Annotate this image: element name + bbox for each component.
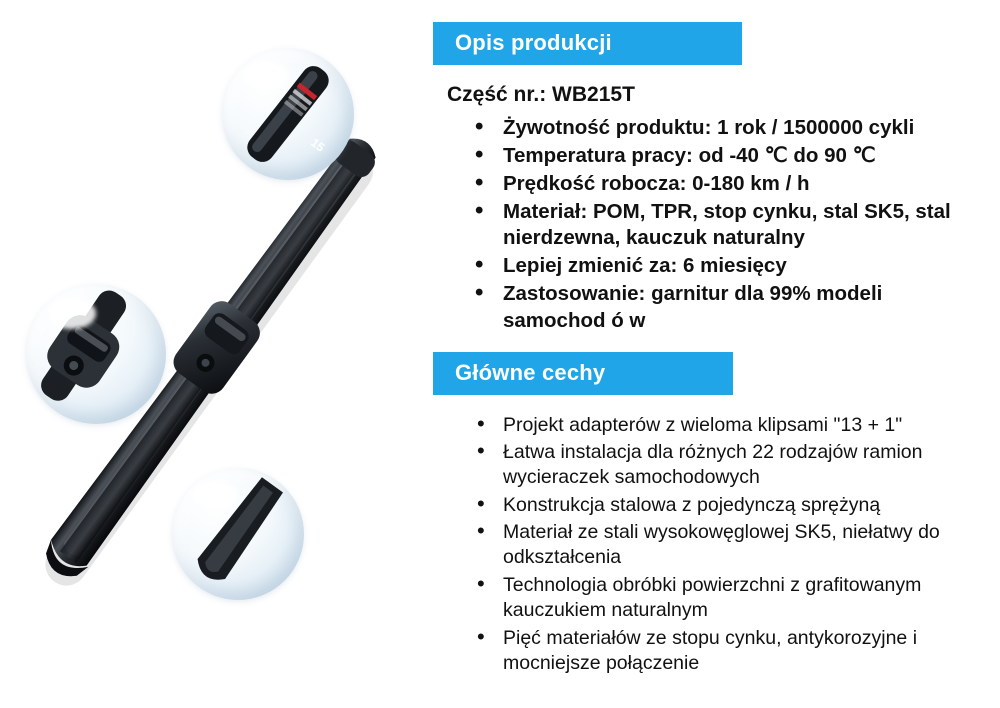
section-header-glowne-cechy: Główne cechy	[433, 352, 733, 395]
feature-list	[439, 413, 980, 676]
list-item: • Temperatura pracy: od -40 ℃ do 90 ℃	[475, 143, 980, 170]
list-item: • Żywotność produktu: 1 rok / 1500000 cykli	[475, 115, 980, 142]
bubble-blade-end-detail	[172, 468, 304, 600]
blade-size-label: 15	[308, 135, 328, 155]
section-header-opis-produkcji: Opis produkcji	[433, 22, 742, 65]
list-item: • Łatwa instalacja dla różnych 22 rodzajów ramion wycieraczek samochodowych	[475, 440, 980, 491]
product-image-pane	[0, 0, 415, 708]
product-text-pane	[415, 0, 1000, 708]
list-item: • Projekt adapterów z wieloma klipsami "13 + 1"	[475, 413, 980, 438]
bubble-3-content	[172, 468, 304, 600]
list-item: • Pięć materiałów ze stopu cynku, antykorozyjne i mocniejsze połączenie	[475, 626, 980, 677]
list-item: • Materiał ze stali wysokowęglowej SK5, niełatwy do odkształcenia	[475, 520, 980, 571]
bubble-blade-tip-detail	[222, 48, 354, 180]
bubble-2-content	[26, 284, 166, 424]
list-item: • Lepiej zmienić za: 6 miesięcy	[475, 253, 980, 280]
list-item: • Prędkość robocza: 0-180 km / h	[475, 171, 980, 198]
list-item: • Materiał: POM, TPR, stop cynku, stal SK5, stal nierdzewna, kauczuk naturalny	[475, 199, 980, 253]
bubble-adapter-detail	[26, 284, 166, 424]
list-item: • Technologia obróbki powierzchni z grafitowanym kauczukiem naturalnym	[475, 573, 980, 624]
bubble-1-content	[222, 48, 354, 180]
list-item: • Konstrukcja stalowa z pojedynczą sprężyną	[475, 493, 980, 518]
list-item: • Zastosowanie: garnitur dla 99% modeli samochod ó w	[475, 281, 980, 335]
specification-list	[439, 115, 980, 335]
part-number-label: Część nr.: WB215T	[447, 83, 635, 106]
